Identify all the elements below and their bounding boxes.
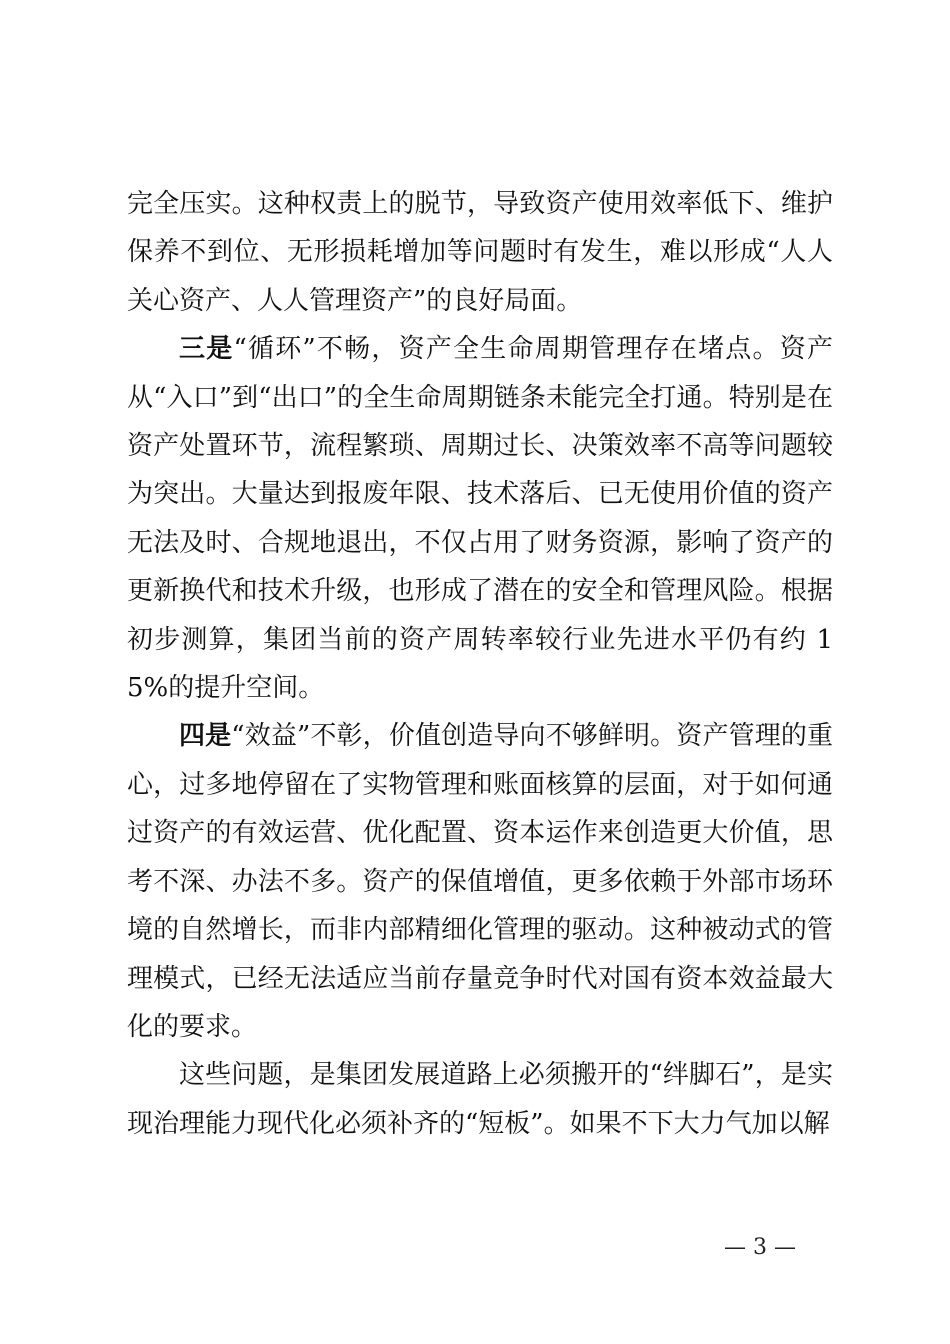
body-text	[127, 180, 833, 1148]
paragraph-text: “循环”不畅，资产全生命周期管理存在堵点。资产从“入口”到“出口”的全生命周期链条未能完全打通。特别是在资产处置环节，流程繁琐、周期过长、决策效率不高等问题较为突出。大量达到报废年限、技术落后、已无使用价值的资产无法及时、合规地退出，不仅占用了财务资源，影响了资产的更新换代和技术升级，也形成了潜在的安全和管理风险。根据初步测算，集团当前的资产周转率较行业先进水平仍有约 15%的提升空间。	[127, 334, 833, 704]
paragraph-text: 完全压实。这种权责上的脱节，导致资产使用效率低下、维护保养不到位、无形损耗增加等问题时有发生，难以形成“人人关心资产、人人管理资产”的良好局面。	[127, 189, 833, 316]
paragraph-text: “效益”不彰，价值创造导向不够鲜明。资产管理的重心，过多地停留在了实物管理和账面核算的层面，对于如何通过资产的有效运营、优化配置、资本运作来创造更大价值，思考不深、办法不多。资产的保值增值，更多依赖于外部市场环境的自然增长，而非内部精细化管理的驱动。这种被动式的管理模式，已经无法适应当前存量竞争时代对国有资本效益最大化的要求。	[127, 721, 833, 1042]
page-number: — 3 —	[724, 1235, 796, 1260]
paragraph-lead: 三是	[179, 334, 234, 365]
paragraph-summary	[127, 1051, 833, 1148]
paragraph-point-four	[127, 712, 833, 1051]
paragraph-text: 这些问题，是集团发展道路上必须搬开的“绊脚石”，是实现治理能力现代化必须补齐的“短板”。如果不下大力气加以解	[127, 1060, 833, 1139]
paragraph-point-three	[127, 325, 833, 712]
paragraph-lead: 四是	[179, 721, 232, 752]
paragraph-continuation	[127, 180, 833, 325]
